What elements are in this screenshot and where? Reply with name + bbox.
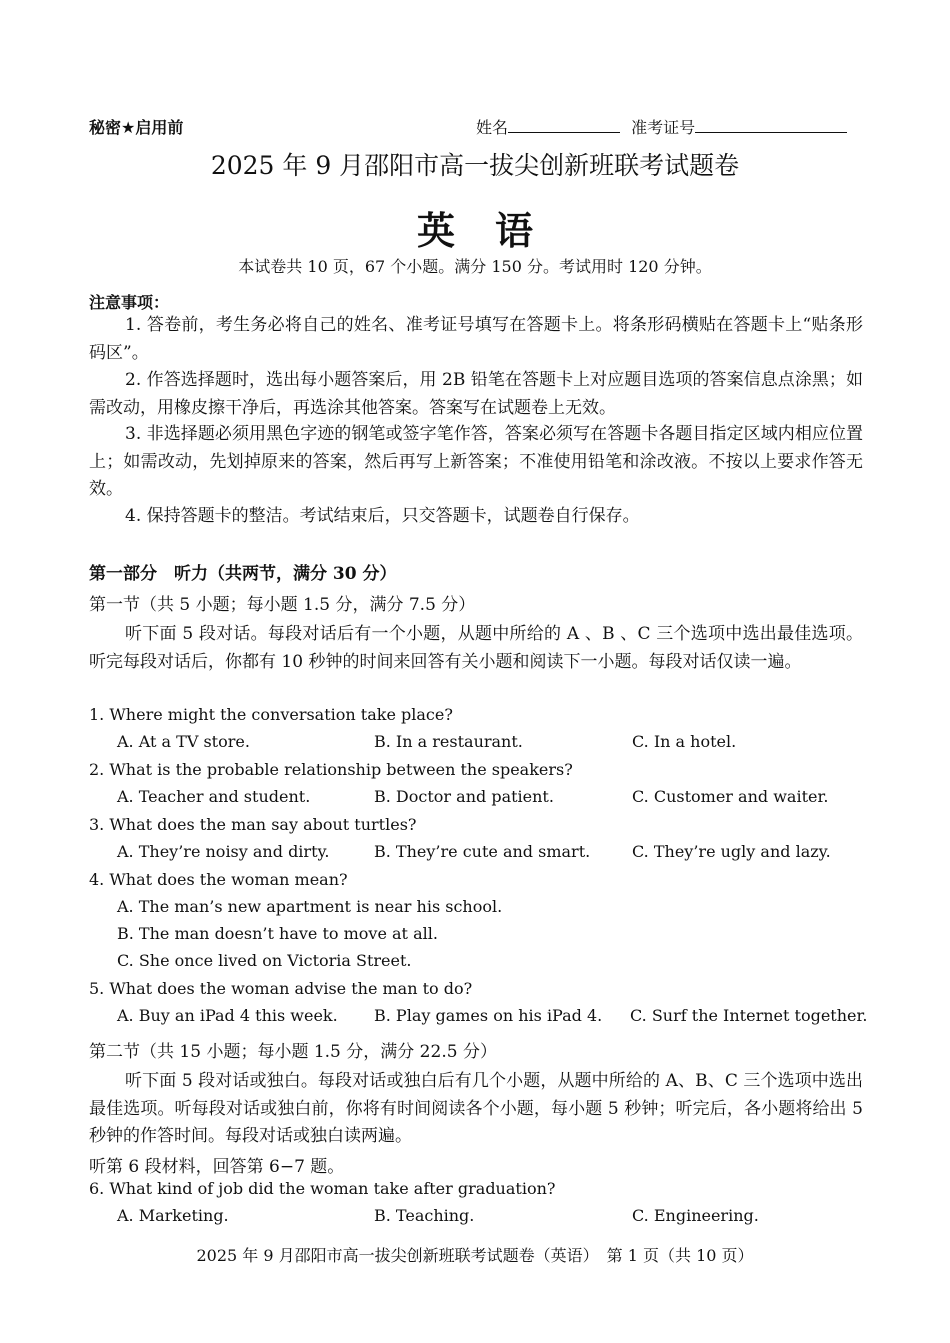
secret-label: 秘密★启用前 xyxy=(89,118,184,137)
q6-option-b: B. Teaching. xyxy=(374,1206,475,1225)
q5-option-c: C. Surf the Internet together. xyxy=(630,1006,868,1025)
notice-item-4: 4. 保持答题卡的整洁。考试结束后，只交答题卡，试题卷自行保存。 xyxy=(125,506,640,526)
q1-option-b: B. In a restaurant. xyxy=(374,732,523,751)
q3-option-b: B. They’re cute and smart. xyxy=(374,842,591,861)
q1-option-a: A. At a TV store. xyxy=(117,732,250,751)
candidate-fields xyxy=(476,115,847,138)
id-label: 准考证号 xyxy=(631,118,696,137)
name-label: 姓名 xyxy=(476,118,509,137)
q5-option-a: A. Buy an iPad 4 this week. xyxy=(117,1006,338,1025)
subject-heading: 英语 xyxy=(416,209,573,253)
q2-option-b: B. Doctor and patient. xyxy=(374,787,554,806)
question-6: 6. What kind of job did the woman take after graduation? xyxy=(89,1179,556,1198)
q1-option-c: C. In a hotel. xyxy=(632,732,737,751)
material-6-note: 听第 6 段材料，回答第 6−7 题。 xyxy=(89,1157,345,1177)
part1-heading xyxy=(89,559,397,584)
exam-title: 2025 年 9 月邵阳市高一拔尖创新班联考试题卷 xyxy=(210,151,740,180)
q5-option-b: B. Play games on his iPad 4. xyxy=(374,1006,603,1025)
exam-info: 本试卷共 10 页，67 个小题。满分 150 分。考试用时 120 分钟。 xyxy=(238,257,712,276)
section1-title: 第一节（共 5 小题；每小题 1.5 分，满分 7.5 分） xyxy=(89,595,476,615)
section1-instruction: 听下面 5 段对话。每段对话后有一个小题，从题中所给的 A 、B 、C 三个选项中选出最佳选项。听完每段对话后，你都有 10 秒钟的时间来回答有关小题和阅读下一小题。每段对话仅读一遍。 xyxy=(89,624,863,672)
q4-option-a: A. The man’s new apartment is near his school. xyxy=(117,897,503,916)
question-4: 4. What does the woman mean? xyxy=(89,870,348,889)
question-3: 3. What does the man say about turtles? xyxy=(89,815,417,834)
id-blank xyxy=(695,117,847,133)
q4-option-c: C. She once lived on Victoria Street. xyxy=(117,951,412,970)
question-5: 5. What does the woman advise the man to do? xyxy=(89,979,473,998)
q2-option-c: C. Customer and waiter. xyxy=(632,787,829,806)
q3-option-c: C. They’re ugly and lazy. xyxy=(632,842,831,861)
name-blank xyxy=(508,117,620,133)
section2-instruction: 听下面 5 段对话或独白。每段对话或独白后有几个小题，从题中所给的 A、B、C 三个选项中选出最佳选项。听每段对话或独白前，你将有时间阅读各个小题，每小题 5 秒钟；听完后，各小题将给出 5 秒钟的作答时间。每段对话或独白读两遍。 xyxy=(89,1071,863,1146)
notice-item-2: 2. 作答选择题时，选出每小题答案后，用 2B 铅笔在答题卡上对应题目选项的答案信息点涂黑；如需改动，用橡皮擦干净后，再选涂其他答案。答案写在试题卷上无效。 xyxy=(89,370,863,418)
notice-item-1: 1. 答卷前，考生务必将自己的姓名、准考证号填写在答题卡上。将条形码横贴在答题卡上“贴条形码区”。 xyxy=(89,315,863,363)
page-footer: 2025 年 9 月邵阳市高一拔尖创新班联考试题卷（英语） 第 1 页（共 10 页） xyxy=(196,1246,754,1265)
question-1: 1. Where might the conversation take place? xyxy=(89,705,453,724)
q3-option-a: A. They’re noisy and dirty. xyxy=(117,842,330,861)
question-2: 2. What is the probable relationship between the speakers? xyxy=(89,760,573,779)
notice-item-3: 3. 非选择题必须用黑色字迹的钢笔或签字笔作答，答案必须写在答题卡各题目指定区域内相应位置上；如需改动，先划掉原来的答案，然后再写上新答案；不准使用铅笔和涂改液。不按以上要求作答无效。 xyxy=(89,424,863,499)
q6-option-a: A. Marketing. xyxy=(117,1206,229,1225)
section2-title: 第二节（共 15 小题；每小题 1.5 分，满分 22.5 分） xyxy=(89,1042,497,1062)
part1-title: 第一部分 听力 xyxy=(89,564,208,584)
q6-option-c: C. Engineering. xyxy=(632,1206,759,1225)
q2-option-a: A. Teacher and student. xyxy=(117,787,311,806)
part1-score: （共两节，满分 30 分） xyxy=(208,564,397,584)
q4-option-b: B. The man doesn’t have to move at all. xyxy=(117,924,438,943)
notice-title: 注意事项： xyxy=(89,293,170,312)
